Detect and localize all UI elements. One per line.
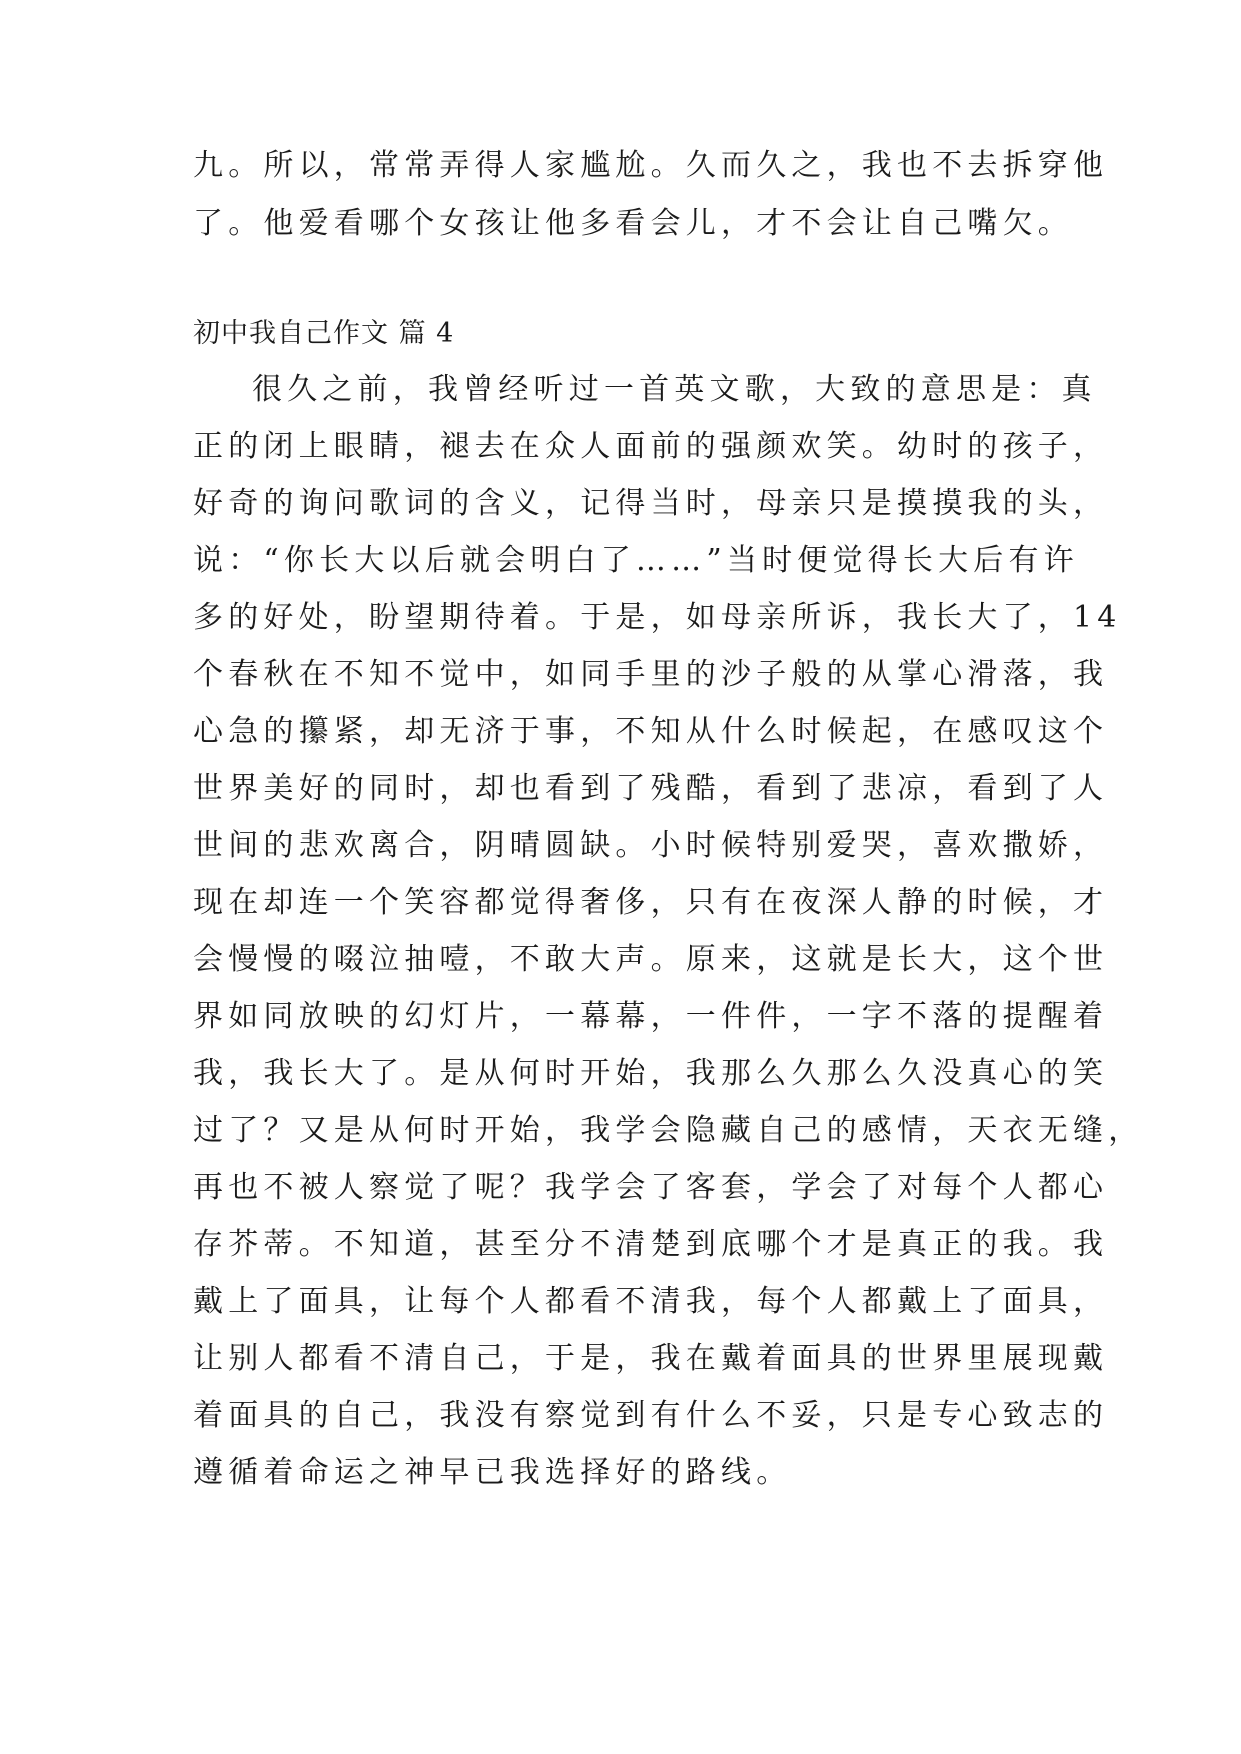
paragraph-line: 现在却连一个笑容都觉得奢侈，只有在夜深人静的时候，才 (193, 885, 1109, 920)
paragraph-line: 遵循着命运之神早已我选择好的路线。 (193, 1455, 792, 1490)
section-heading: 初中我自己作文 篇 4 (193, 318, 455, 349)
paragraph-line: 着面具的自己，我没有察觉到有什么不妥，只是专心致志的 (193, 1398, 1109, 1433)
paragraph-line: 正的闭上眼睛，褪去在众人面前的强颜欢笑。幼时的孩子， (193, 429, 1109, 464)
paragraph-line: 界如同放映的幻灯片，一幕幕，一件件，一字不落的提醒着 (193, 999, 1109, 1034)
paragraph-line: 让别人都看不清自己，于是，我在戴着面具的世界里展现戴 (193, 1341, 1109, 1376)
paragraph-line: 我，我长大了。是从何时开始，我那么久那么久没真心的笑 (193, 1056, 1109, 1091)
paragraph-line: 说：“你长大以后就会明白了……”当时便觉得长大后有许 (193, 543, 1079, 578)
paragraph-line: 世界美好的同时，却也看到了残酷，看到了悲凉，看到了人 (193, 771, 1109, 806)
paragraph-line: 过了？又是从何时开始，我学会隐藏自己的感情，天衣无缝， (193, 1113, 1144, 1148)
paragraph-line: 九。所以，常常弄得人家尴尬。久而久之，我也不去拆穿他 (193, 148, 1109, 183)
paragraph-line: 会慢慢的啜泣抽噎，不敢大声。原来，这就是长大，这个世 (193, 942, 1109, 977)
paragraph-line: 很久之前，我曾经听过一首英文歌，大致的意思是：真 (193, 372, 1097, 407)
paragraph-line: 了。他爱看哪个女孩让他多看会儿，才不会让自己嘴欠。 (193, 206, 1073, 241)
paragraph-line: 好奇的询问歌词的含义，记得当时，母亲只是摸摸我的头， (193, 486, 1109, 521)
paragraph-line: 存芥蒂。不知道，甚至分不清楚到底哪个才是真正的我。我 (193, 1227, 1109, 1262)
paragraph-line: 心急的攥紧，却无济于事，不知从什么时候起，在感叹这个 (193, 714, 1109, 749)
paragraph-line: 戴上了面具，让每个人都看不清我，每个人都戴上了面具， (193, 1284, 1109, 1319)
paragraph-line: 再也不被人察觉了呢？我学会了客套，学会了对每个人都心 (193, 1170, 1109, 1205)
paragraph-line: 世间的悲欢离合，阴晴圆缺。小时候特别爱哭，喜欢撒娇， (193, 828, 1109, 863)
paragraph-line: 多的好处，盼望期待着。于是，如母亲所诉，我长大了，14 (193, 600, 1122, 635)
paragraph-line: 个春秋在不知不觉中，如同手里的沙子般的从掌心滑落，我 (193, 657, 1109, 692)
